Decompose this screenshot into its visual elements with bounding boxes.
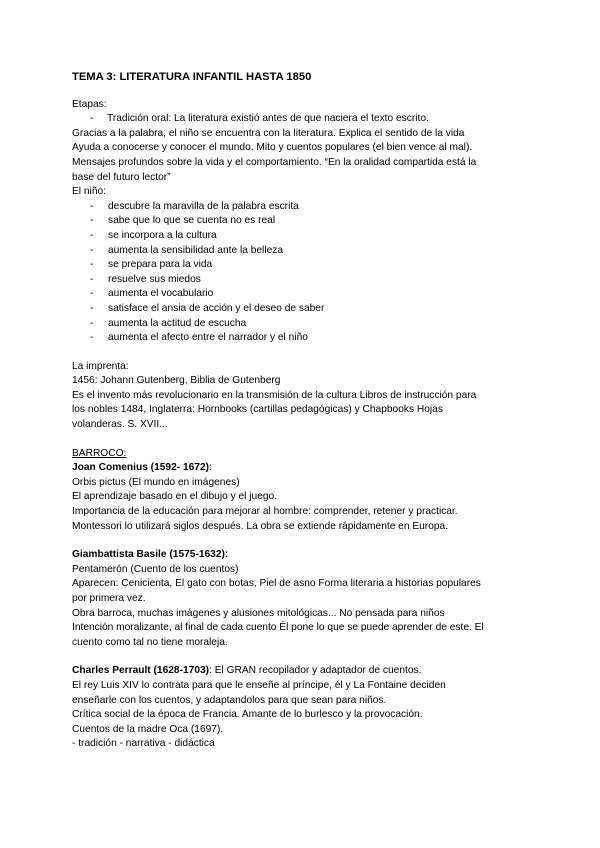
comenius-heading: Joan Comenius (1592- 1672):: [72, 462, 212, 474]
dash-bullet: -: [90, 113, 94, 125]
imprenta-label: La imprenta:: [72, 360, 129, 372]
perrault-line: Cuentos de la madre Oca (1697).: [72, 723, 224, 735]
perrault-line: enseñarle con los cuentos, y adaptandolos para que sean para niños.: [72, 694, 387, 706]
list-item: - aumenta el vocabulario: [90, 288, 214, 300]
list-item: - aumenta la sensibilidad ante la belleza: [90, 244, 284, 256]
barroco-heading: BARROCO:: [72, 447, 127, 459]
nino-label: El niño:: [72, 186, 106, 198]
comenius-line: Montessori lo utilizará siglos después. La obra se extiende rápidamente en Europa.: [72, 520, 449, 532]
imprenta-line: volanderas. S. XVII...: [72, 419, 168, 431]
list-item: - descubre la maravilla de la palabra escrita: [90, 200, 299, 212]
imprenta-line: Es el invento más revolucionario en la transmisión de la cultura Libros de instrucción para: [72, 389, 477, 401]
list-item: - se prepara para la vida: [90, 259, 213, 271]
basile-line: Obra barroca, muchas imágenes y alusiones mitológicas... No pensada para niños: [72, 607, 445, 619]
list-item: - aumenta el afecto entre el narrador y el niño: [90, 332, 308, 344]
list-item: - resuelve sus miedos: [90, 273, 201, 285]
oral-line: Ayuda a conocerse y conocer el mundo. Mito y cuentos populares (el bien vence al mal).: [72, 142, 473, 154]
page-title: TEMA 3: LITERATURA INFANTIL HASTA 1850: [72, 71, 312, 83]
comenius-line: El aprendizaje basado en el dibujo y el juego.: [72, 491, 278, 503]
imprenta-line: los nobles 1484, Inglaterra: Hornbooks (cartillas pedagógicas) y Chapbooks Hojas: [72, 404, 443, 416]
basile-line: cuento como tal no tiene moraleja.: [72, 636, 228, 648]
oral-tradition-item: - Tradición oral: La literatura existió antes de que naciera el texto escrito.: [72, 112, 532, 127]
basile-line: Aparecen: Cenicienta, El gato con botas, Piel de asno Forma literaria a historias populares: [72, 578, 481, 590]
basile-line: Intención moralizante, al final de cada cuento Él pone lo que se puede aprender de este. El: [72, 622, 484, 634]
oral-line: Gracias a la palabra, el niño se encuentra con la literatura. Explica el sentido de la vida: [72, 127, 465, 139]
basile-heading: Giambattista Basile (1575-1632):: [72, 549, 229, 561]
oral-line: base del futuro lector”: [72, 171, 171, 183]
comenius-line: Orbis pictus (El mundo en imágenes): [72, 476, 240, 488]
comenius-line: Importancia de la educación para mejorar al hombre: comprender, retener y practicar.: [72, 506, 458, 518]
document-page: [72, 70, 532, 752]
oral-line: Mensajes profundos sobre la vida y el comportamiento. “En la oralidad compartida está la: [72, 156, 477, 168]
perrault-line: El rey Luis XIV lo contrata para que le enseñe al príncipe, él y La Fontaine deciden: [72, 679, 446, 691]
perrault-line: Crítica social de la época de Francia. Amante de lo burlesco y la provocación.: [72, 709, 423, 721]
nino-list: [72, 200, 532, 346]
list-item: - satisface el ansia de acción y el deseo de saber: [90, 302, 325, 314]
basile-line: por primera vez.: [72, 593, 146, 604]
imprenta-line: 1456: Johann Gutenberg, Biblia de Gutenberg: [72, 375, 281, 387]
perrault-line: - tradición - narrativa - didáctica: [72, 738, 215, 750]
basile-line: Pentamerón (Cuento de los cuentos): [72, 563, 239, 575]
perrault-heading: Charles Perrault (1628-1703): El GRAN recopilador y adaptador de cuentos.: [72, 665, 422, 677]
list-item: - se incorpora a la cultura: [90, 229, 217, 241]
list-item: - sabe que lo que se cuenta no es real: [90, 215, 276, 227]
list-item: - aumenta la actitud de escucha: [90, 317, 247, 329]
etapas-label: Etapas:: [72, 98, 107, 110]
